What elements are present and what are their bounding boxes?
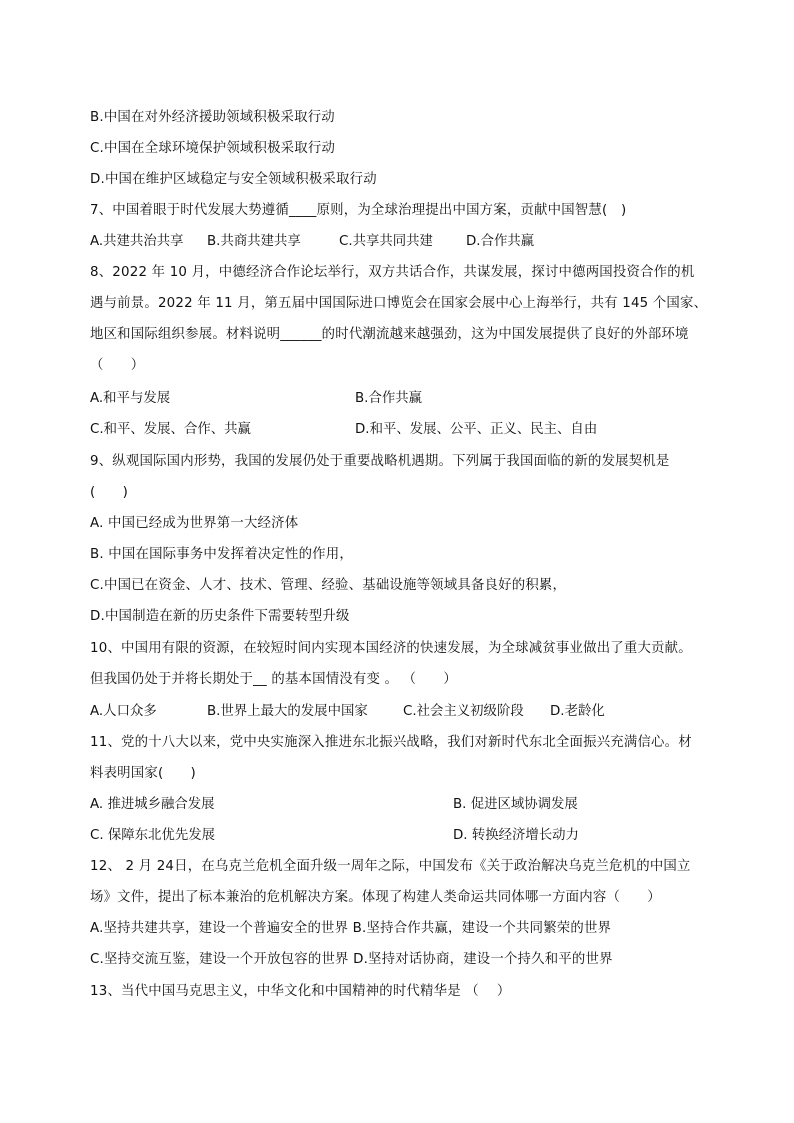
q11-option-b: B. 促进区域协调发展: [453, 797, 578, 812]
q8-option-b: B.合作共赢: [355, 391, 423, 406]
q10-option-c: C.社会主义初级阶段: [403, 704, 524, 719]
q12-options-ab: A.坚持共建共享，建设一个普遍安全的世界 B.坚持合作共赢，建设一个共同繁荣的世界: [90, 921, 612, 936]
q9-option-d: D.中国制造在新的历史条件下需要转型升级: [90, 609, 350, 624]
q8-option-a: A.和平与发展: [90, 391, 171, 406]
question-11-line-2: 料表明国家( ): [90, 766, 196, 781]
q9-option-c: C.中国已在资金、人才、技术、管理、经验、基础设施等领域具备良好的积累，: [90, 578, 567, 593]
q7-option-d: D.合作共赢: [466, 234, 535, 249]
question-8-paren: （ ）: [90, 358, 145, 373]
q9-option-a: A. 中国已经成为世界第一大经济体: [90, 516, 299, 531]
question-10-line-1: 10、中国用有限的资源，在较短时间内实现本国经济的快速发展，为全球减贫事业做出了重大贡献。: [90, 641, 692, 656]
question-10-line-2: 但我国仍处于并将长期处于__ 的基本国情没有变 。 （ ）: [90, 672, 457, 687]
question-13: 13、当代中国马克思主义，中华文化和中国精神的时代精华是 （ ）: [90, 984, 511, 999]
question-12-line-2: 场》文件，提出了标本兼治的危机解决方案。体现了构建人类命运共同体哪一方面内容（ ）: [90, 890, 661, 905]
q8-option-c: C.和平、发展、合作、共赢: [90, 422, 251, 437]
option-d-line: D.中国在维护区域稳定与安全领域积极采取行动: [90, 172, 377, 187]
question-8-line-3: 地区和国际组织参展。材料说明______的时代潮流越来越强劲，这为中国发展提供了良好的外部环境: [90, 327, 689, 342]
question-8-line-2: 遇与前景。2022 年 11 月，第五届中国国际进口博览会在国家会展中心上海举行，共有 145 个国家、: [90, 296, 708, 311]
question-8-line-1: 8、2022 年 10 月，中德经济合作论坛举行，双方共话合作，共谋发展，探讨中德两国投资合作的机: [90, 265, 695, 280]
q11-option-a: A. 推进城乡融合发展: [90, 797, 215, 812]
q9-option-b: B. 中国在国际事务中发挥着决定性的作用，: [90, 547, 353, 562]
question-11-line-1: 11、党的十八大以来，党中央实施深入推进东北振兴战略，我们对新时代东北全面振兴充满信心。材: [90, 735, 692, 750]
question-7: 7、中国着眼于时代发展大势遵循____原则，为全球治理提出中国方案，贡献中国智慧( ): [90, 203, 627, 218]
q10-option-b: B.世界上最大的发展中国家: [207, 704, 368, 719]
q12-options-cd: C.坚持交流互鉴，建设一个开放包容的世界 D.坚持对话协商，建设一个持久和平的世界: [90, 952, 613, 967]
question-9-paren: ( ): [90, 485, 129, 500]
option-b-line: B.中国在对外经济援助领域积极采取行动: [90, 110, 335, 125]
question-12-line-1: 12、 2 月 24日，在乌克兰危机全面升级一周年之际，中国发布《关于政治解决乌克兰危机的中国立: [90, 859, 691, 874]
q11-option-d: D. 转换经济增长动力: [453, 828, 579, 843]
q8-option-d: D.和平、发展、公平、正义、民主、自由: [355, 422, 598, 437]
q10-option-a: A.人口众多: [90, 704, 157, 719]
q11-option-c: C. 保障东北优先发展: [90, 828, 215, 843]
q7-option-b: B.共商共建共享: [207, 234, 301, 249]
q10-option-d: D.老龄化: [550, 704, 605, 719]
option-c-line: C.中国在全球环境保护领域积极采取行动: [90, 141, 336, 156]
q7-option-c: C.共享共同共建: [339, 234, 433, 249]
question-9-line-1: 9、纵观国际国内形势，我国的发展仍处于重要战略机遇期。下列属于我国面临的新的发展契机是: [90, 454, 670, 469]
q7-option-a: A.共建共治共享: [90, 234, 184, 249]
